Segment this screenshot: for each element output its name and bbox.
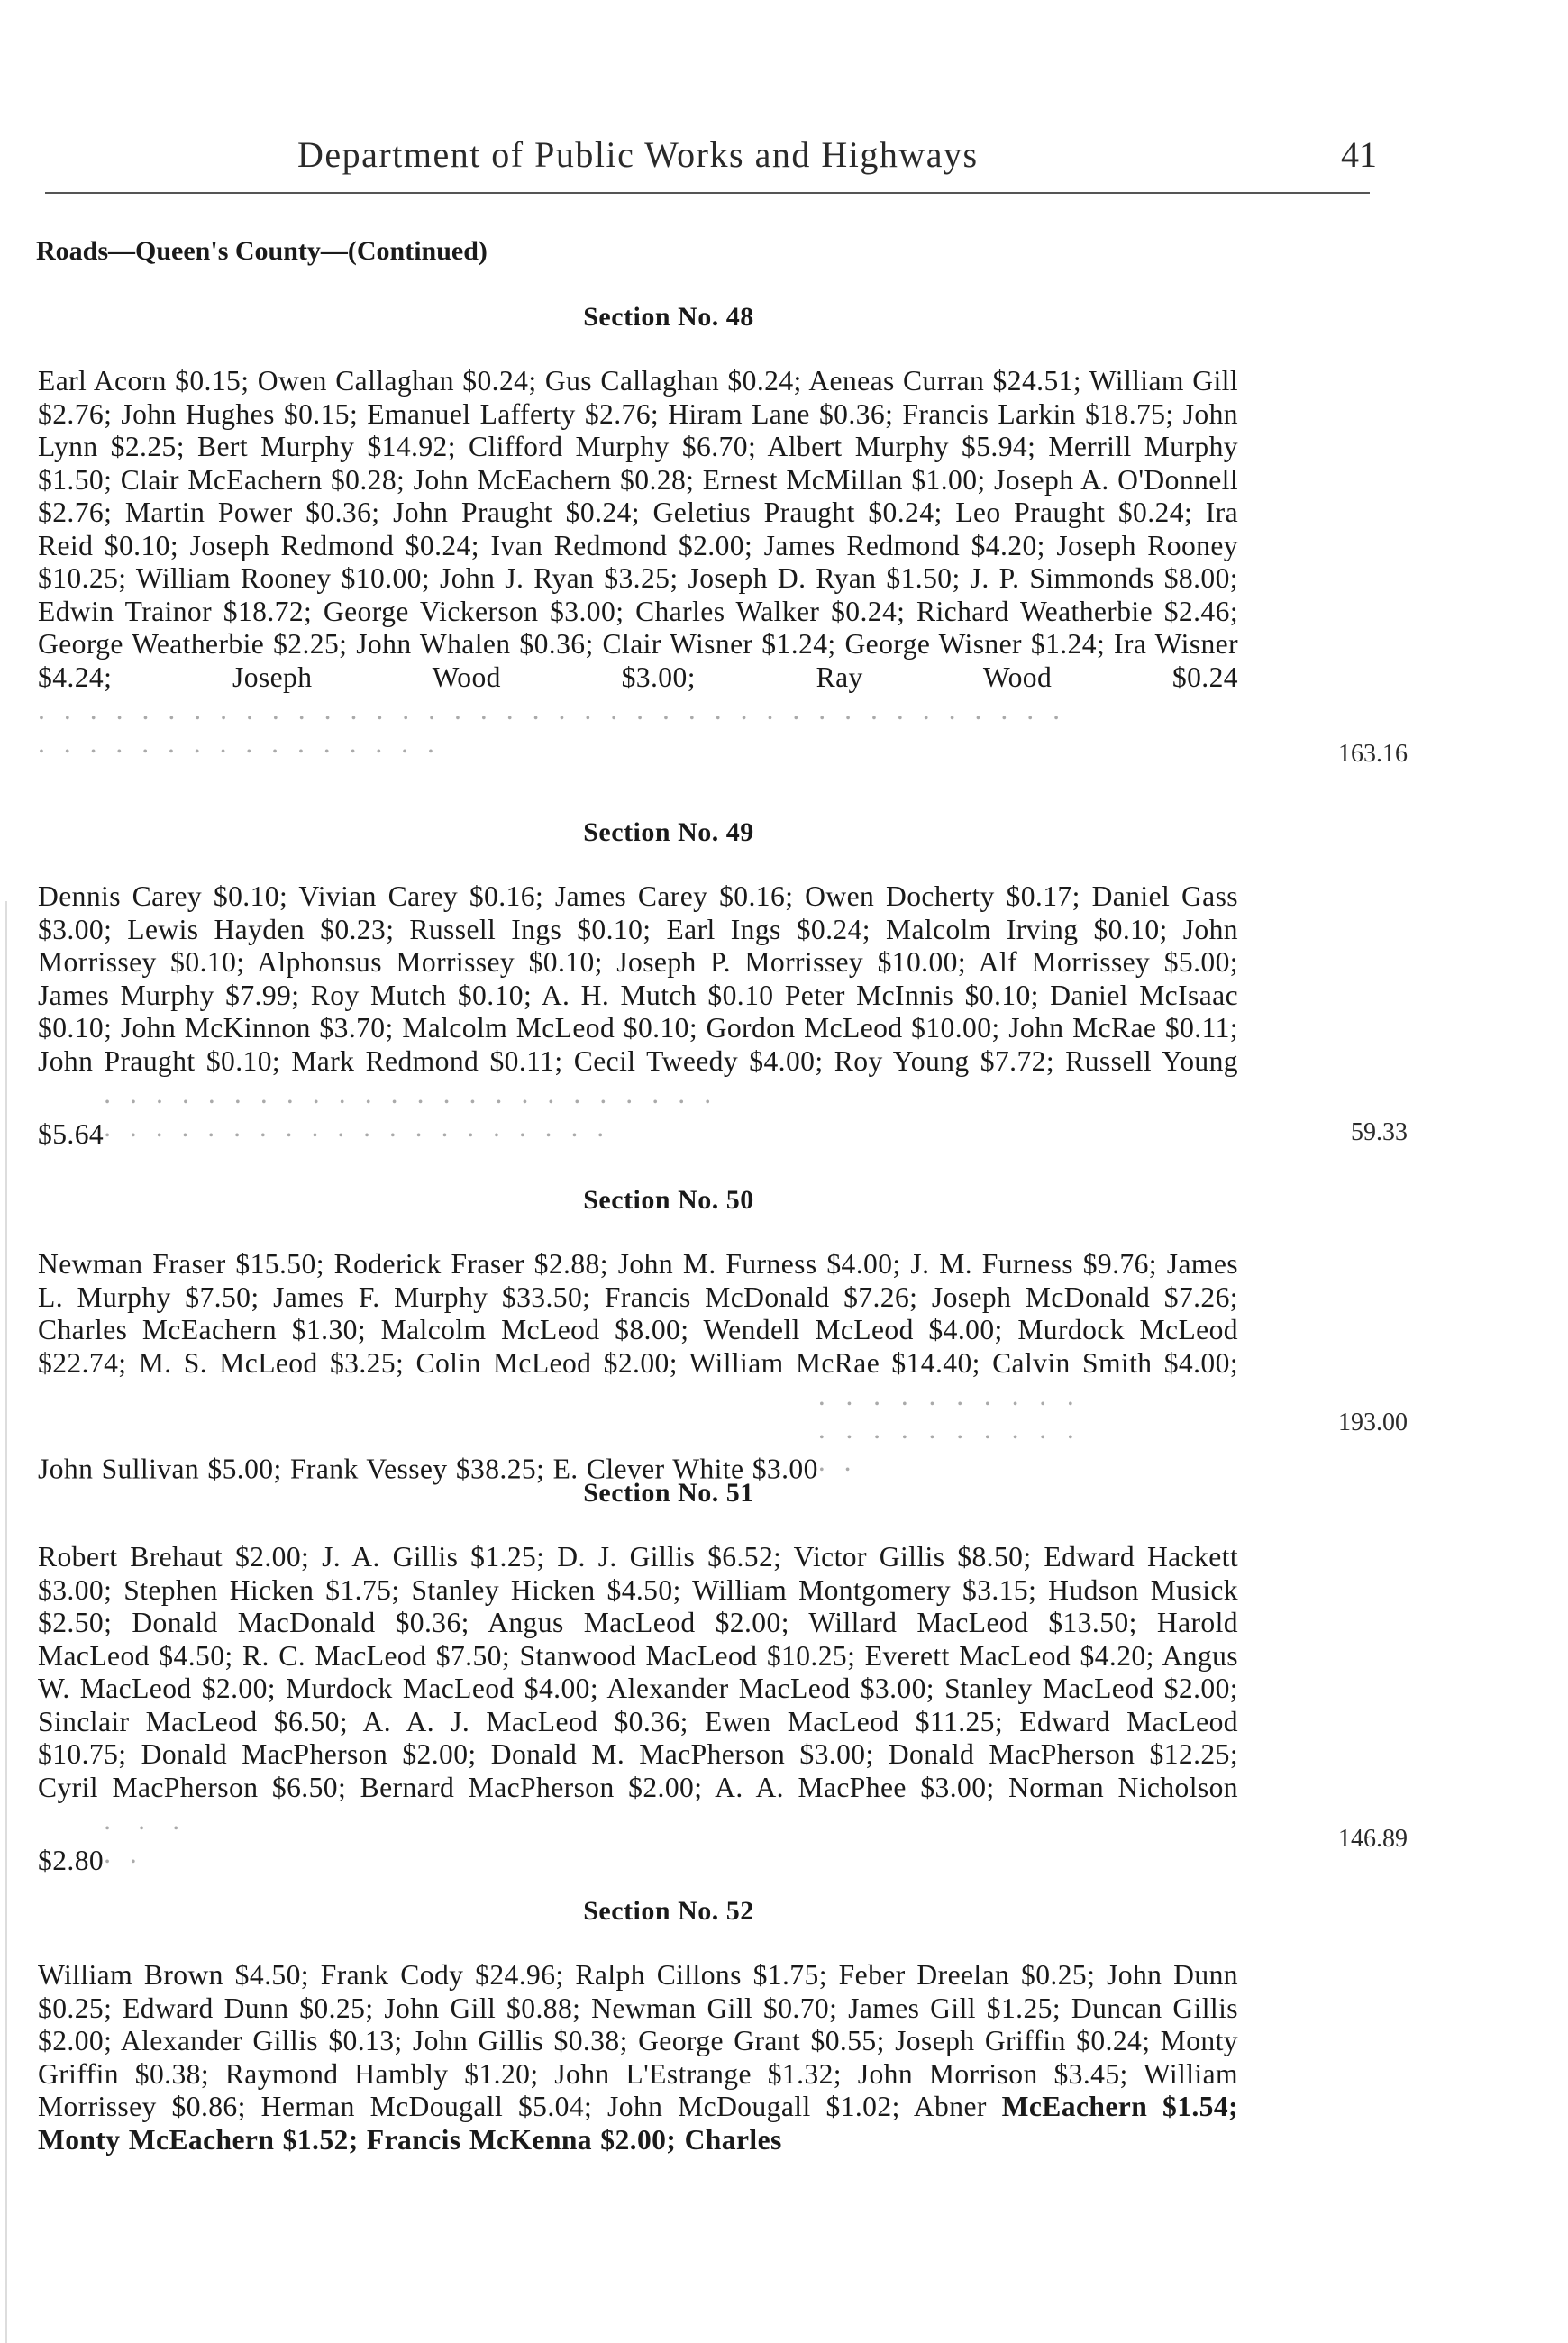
- section-52: [38, 1896, 1408, 2156]
- section-title: Section No. 51: [583, 1478, 754, 1508]
- section-51: [38, 1478, 1408, 1878]
- section-text: Robert Brehaut $2.00; J. A. Gillis $1.25; D. J. Gillis $6.52; Victor Gillis $8.50; Edward Hackett $3.00; Stephen Hicken $1.75; Stanley Hicken $4.50; William Montgomery $3.15; Hudson Musick $2.50; Donald MacDonald $0.36; Angus MacLeod $2.00; Willard MacLeod $13.50; Harold MacLeod $4.50; R. C. MacLeod $7.50; Stanwood MacLeod $10.25; Everett MacLeod $4.20; Angus W. MacLeod $2.00; Murdock MacLeod $4.00; Alexander MacLeod $3.00; Stanley MacLeod $2.00; Sinclair MacLeod $6.50; A. A. J. MacLeod $0.36; Ewen MacLeod $11.25; Edward MacLeod $10.75; Donald MacPherson $2.00; Donald M. MacPherson $3.00; Donald MacPherson $12.25; Cyril MacPherson $6.50; Bernard MacPherson $2.00; A. A. MacPhee $3.00; Norman Nicholson $2.80. . . . .: [38, 1541, 1238, 1876]
- dot-leader: . . . . . . . . . . . . . . . . . . . . . . . . . . . . . . . . . . . . . . . . . . . .: [104, 1078, 717, 1143]
- section-total: 163.16: [1338, 740, 1408, 768]
- section-title: Section No. 49: [583, 817, 754, 847]
- section-48: [38, 302, 1408, 768]
- section-text: Newman Fraser $15.50; Roderick Fraser $2.88; John M. Furness $4.00; J. M. Furness $9.76; James L. Murphy $7.50; James F. Murphy $33.50; Francis McDonald $7.26; Joseph McDonald $7.26; Charles McEachern $1.30; Malcolm McLeod $8.00; Wendell McLeod $4.00; Murdock McLeod $22.74; M. S. McLeod $3.25; Colin McLeod $2.00; William McRae $14.40; Calvin Smith $4.00; John Sullivan $5.00; Frank Vessey $38.25; E. Clever White $3.00. . . . . . . . . . . . . . . . . . . . . .: [38, 1248, 1238, 1485]
- section-50: [38, 1185, 1408, 1486]
- section-49: [38, 817, 1408, 1152]
- section-total: 193.00: [1338, 1409, 1408, 1436]
- header-rule: [45, 192, 1370, 194]
- dot-leader: . . . . . . . . . . . . . . . . . . . . . .: [817, 1380, 1080, 1477]
- continued-heading: Roads—Queen's County—(Continued): [36, 236, 488, 266]
- dot-leader: . . . . .: [104, 1804, 186, 1869]
- section-total: 59.33: [1351, 1118, 1408, 1146]
- page-number: 41: [1341, 134, 1377, 175]
- page-edge-shadow: [5, 901, 7, 2343]
- page-title: Department of Public Works and Highways: [297, 134, 979, 175]
- running-head: [0, 133, 1568, 187]
- section-title: Section No. 52: [583, 1896, 754, 1926]
- section-text: Dennis Carey $0.10; Vivian Carey $0.16; James Carey $0.16; Owen Docherty $0.17; Daniel Gass $3.00; Lewis Hayden $0.23; Russell Ings $0.10; Earl Ings $0.24; Malcolm Irving $0.10; John Morrissey $0.10; Alphonsus Morrissey $0.10; Joseph P. Morrissey $10.00; Alf Morrissey $5.00; James Murphy $7.99; Roy Mutch $0.10; A. H. Mutch $0.10 Peter McInnis $0.10; Daniel McIsaac $0.10; John McKinnon $3.70; Malcolm McLeod $0.10; Gordon McLeod $10.00; John McRae $0.11; John Praught $0.10; Mark Redmond $0.11; Cecil Tweedy $4.00; Roy Young $7.72; Russell Young $5.64. . . . . . . . . . . . . . . . . . . . . . . . . . . . . . . . . . . . . . . . . . . .: [38, 880, 1238, 1150]
- section-text: William Brown $4.50; Frank Cody $24.96; Ralph Cillons $1.75; Feber Dreelan $0.25; John Dunn $0.25; Edward Dunn $0.25; John Gill $0.88; Newman Gill $0.70; James Gill $1.25; Duncan Gillis $2.00; Alexander Gillis $0.13; John Gillis $0.38; George Grant $0.55; Joseph Griffin $0.24; Monty Griffin $0.38; Raymond Hambly $1.20; John L'Estrange $1.32; John Morrison $3.45; William Morrissey $0.86; Herman McDougall $5.04; John McDougall $1.02; Abner McEachern $1.54; Monty McEachern $1.52; Francis McKenna $2.00; Charles: [38, 1959, 1238, 2156]
- section-title: Section No. 48: [583, 302, 754, 332]
- dot-leader: . . . . . . . . . . . . . . . . . . . . . . . . . . . . . . . . . . . . . . . . . . . . . . . . . . . . . . . .: [38, 694, 1065, 759]
- section-text: Earl Acorn $0.15; Owen Callaghan $0.24; Gus Callaghan $0.24; Aeneas Curran $24.51; William Gill $2.76; John Hughes $0.15; Emanuel Lafferty $2.76; Hiram Lane $0.36; Francis Larkin $18.75; John Lynn $2.25; Bert Murphy $14.92; Clifford Murphy $6.70; Albert Murphy $5.94; Merrill Murphy $1.50; Clair McEachern $0.28; John McEachern $0.28; Ernest McMillan $1.00; Joseph A. O'Donnell $2.76; Martin Power $0.36; John Praught $0.24; Geletius Praught $0.24; Leo Praught $0.24; Ira Reid $0.10; Joseph Redmond $0.24; Ivan Redmond $2.00; James Redmond $4.20; Joseph Rooney $10.25; William Rooney $10.00; John J. Ryan $3.25; Joseph D. Ryan $1.50; J. P. Simmonds $8.00; Edwin Trainor $18.72; George Vickerson $3.00; Charles Walker $0.24; Richard Weatherbie $2.46; George Weatherbie $2.25; John Whalen $0.36; Clair Wisner $1.24; George Wisner $1.24; Ira Wisner $4.24; Joseph Wood $3.00; Ray Wood $0.24. . . . . . . . . . . . . . . . . . . . . . . . . . . . . . . . . . . . . . . . . . . . . . . . . . . . . . . .: [38, 365, 1238, 759]
- section-total: 146.89: [1338, 1825, 1408, 1853]
- section-text-last-line: McEachern $1.54; Monty McEachern $1.52; Francis McKenna $2.00; Charles: [38, 2091, 1238, 2156]
- section-title: Section No. 50: [583, 1185, 754, 1215]
